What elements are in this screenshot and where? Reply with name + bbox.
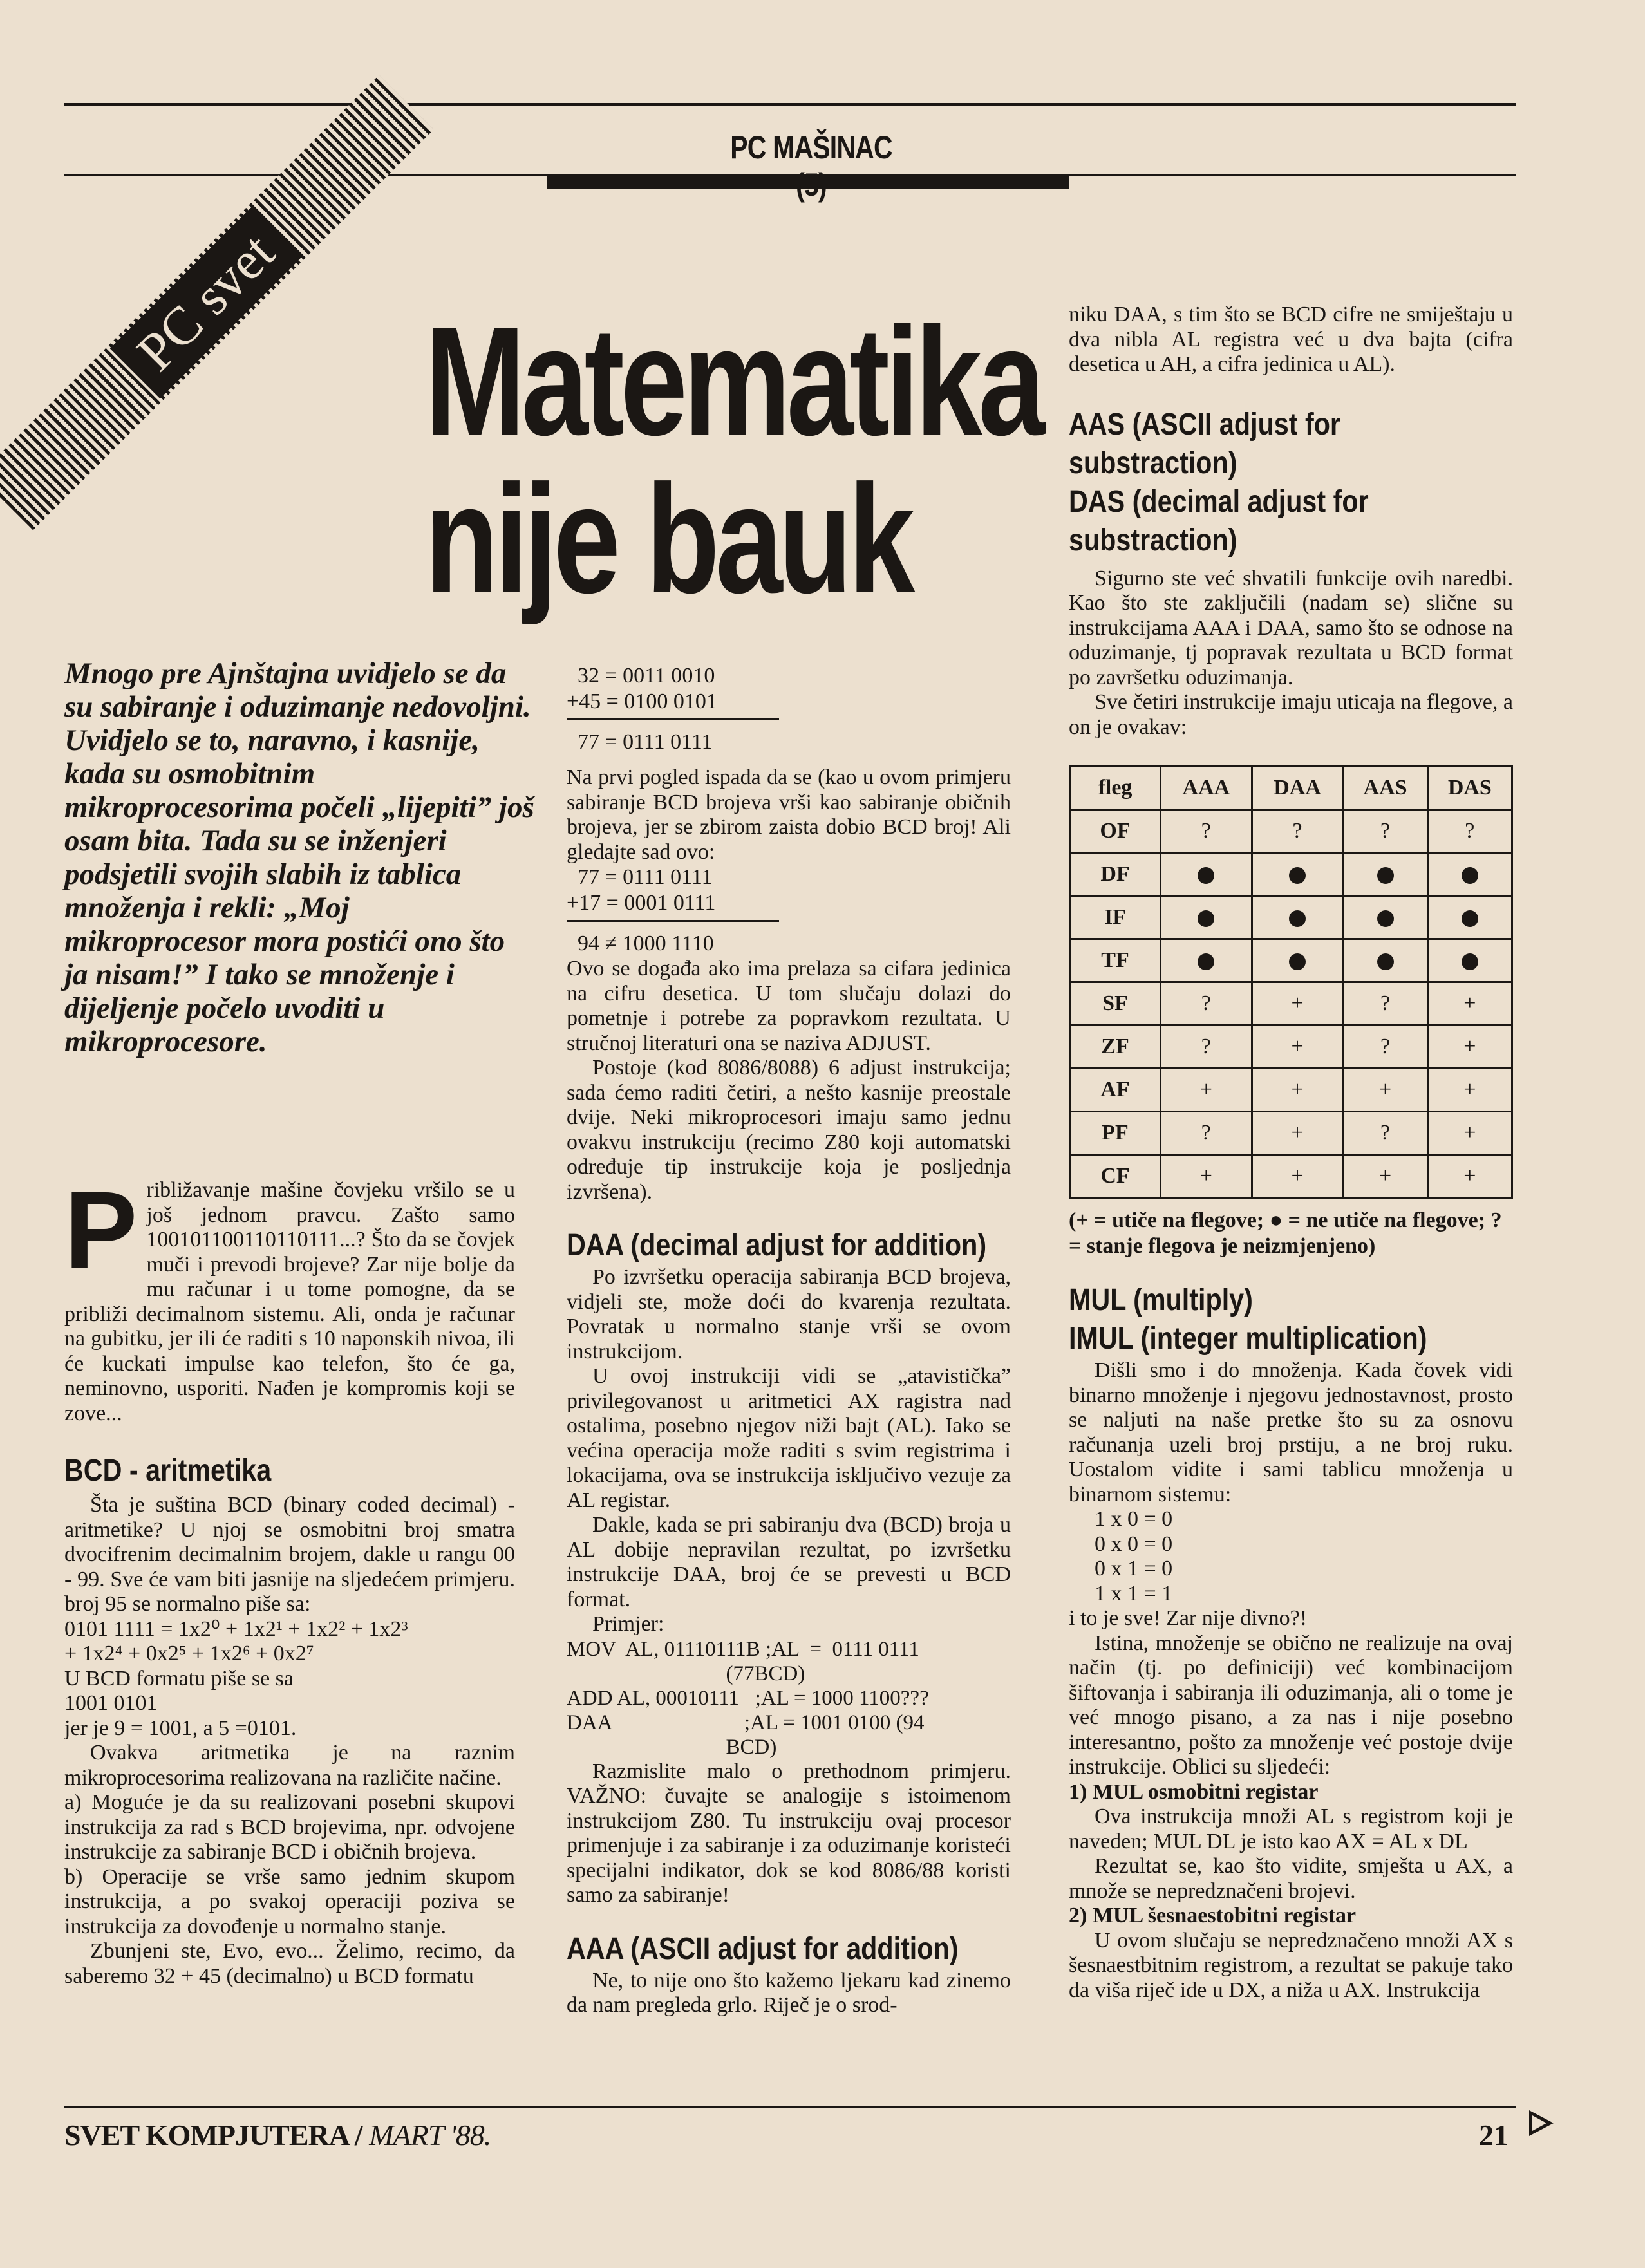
heading-aas: AAS (ASCII adjust for xyxy=(1069,407,1340,442)
paragraph: Ovo se događa ako ima prelaza sa cifara jedinica na cifru desetica. U tom slučaju dolazi do pometnje i potrebe za popravkom rezultata. U stručnoj literaturi ona se naziva ADJUST. xyxy=(567,957,1011,1055)
paragraph: U BCD formatu piše se sa xyxy=(64,1666,294,1691)
dot-icon xyxy=(1198,953,1214,970)
header-bar xyxy=(547,174,1069,189)
code-line: ADD AL, 00010111 ;AL = 1000 1100??? xyxy=(567,1686,929,1710)
flag-value-cell xyxy=(1427,853,1512,896)
flag-name-cell: fleg xyxy=(1070,767,1161,810)
paragraph: Istina, množenje se obično ne realizuje na ovaj način (tj. po definiciji) već kombinacijom šiftovanja i sabiranja ili oduzimanja, ali o tome je već mnogo pisano, a za nas i nije posebno interesantno, pošto za množenje već postoje dvije instrukcije. Oblici su sljedeći: xyxy=(1069,1631,1513,1779)
paragraph: Sigurno ste već shvatili funkcije ovih naredbi. Kao što ste zaključili (nadam se) slične su instrukcijama AAA i DAA, samo što se odnose na oduzimanje, tj popravak rezultata u BCD format po završetku oduzimanja. xyxy=(1069,566,1513,689)
flag-value-cell xyxy=(1252,939,1343,982)
flag-value-cell: ? xyxy=(1343,1112,1427,1155)
code-line: (77BCD) xyxy=(567,1662,805,1685)
dot-icon xyxy=(1289,867,1306,884)
flag-value-cell: ? xyxy=(1427,810,1512,853)
flag-value-cell: ? xyxy=(1161,982,1252,1026)
table-row xyxy=(1070,896,1512,939)
table-row xyxy=(1070,1155,1512,1198)
paragraph: U ovom slučaju se nepredznačeno množi AX s šesnaestbitnim registrom, a rezultat se pakuje tako da viša riječ ide u DX, a niža u AX. Instrukcija xyxy=(1069,1928,1513,2002)
flag-value-cell xyxy=(1161,853,1252,896)
headline-line1: Matematika xyxy=(425,295,1042,467)
flag-name-cell: OF xyxy=(1070,810,1161,853)
mult-row: 0 x 0 = 0 xyxy=(1095,1532,1173,1556)
dot-icon xyxy=(1289,953,1306,970)
table-header-row xyxy=(1070,767,1512,810)
flag-name-cell: CF xyxy=(1070,1155,1161,1198)
table-row xyxy=(1070,853,1512,896)
drop-cap: P xyxy=(64,1169,138,1291)
calc-line: 32 = 0011 0010 xyxy=(567,664,715,688)
heading-daa: DAA (decimal adjust for addition) xyxy=(567,1228,987,1262)
calc-line: +45 = 0100 0101 xyxy=(567,689,717,713)
code-line: BCD) xyxy=(567,1735,777,1759)
dot-icon xyxy=(1377,953,1394,970)
flag-value-cell: + xyxy=(1252,1026,1343,1069)
dot-icon xyxy=(1462,910,1478,927)
flag-value-cell xyxy=(1343,853,1427,896)
continue-arrow-icon xyxy=(1529,2110,1554,2136)
heading-das: DAS (decimal adjust for xyxy=(1069,484,1369,519)
paragraph: i to je sve! Zar nije divno?! xyxy=(1069,1606,1308,1630)
paragraph: niku DAA, s tim što se BCD cifre ne smiještaju u dva nibla AL registra već u dva bajta (cifra desetica u AH, a cifra jedinica u AL). xyxy=(1069,303,1513,376)
paragraph: Zbunjeni ste, Evo, evo... Želimo, recimo, da saberemo 32 + 45 (decimalno) u BCD formatu xyxy=(64,1939,515,1988)
flag-value-cell xyxy=(1161,896,1252,939)
paragraph: Ova instrukcija množi AL s registrom koji je naveden; MUL DL je isto kao AX = AL x DL xyxy=(1069,1804,1513,1853)
flag-name-cell: TF xyxy=(1070,939,1161,982)
paragraph: Dišli smo i do množenja. Kada čovek vidi binarno množenje i njegovu jednostavnost, prosto se naljuti na naše pretke što su za osnovu računanja uzeli broj prstiju, a ne broj ruku. Uostalom vidite i sami tablicu množenja u binarnom sistemu: xyxy=(1069,1358,1513,1506)
dot-icon xyxy=(1198,910,1214,927)
flag-value-cell: + xyxy=(1343,1069,1427,1112)
calc-line: 77 = 0111 0111 xyxy=(567,865,713,889)
mult-row: 0 x 1 = 0 xyxy=(1095,1557,1173,1580)
primjer-label: Primjer: xyxy=(592,1612,664,1636)
table-row xyxy=(1070,810,1512,853)
magazine-name: SVET KOMPJUTERA / xyxy=(64,2119,370,2151)
flag-value-cell xyxy=(1252,853,1343,896)
dot-icon xyxy=(1289,910,1306,927)
top-rule xyxy=(64,103,1516,106)
flag-value-cell: + xyxy=(1427,982,1512,1026)
flag-value-cell: ? xyxy=(1252,810,1343,853)
flag-value-cell: + xyxy=(1252,982,1343,1026)
opening-paragraph xyxy=(64,1169,515,1426)
table-row xyxy=(1070,1112,1512,1155)
flag-value-cell: + xyxy=(1252,1069,1343,1112)
column-1 xyxy=(64,1169,515,1989)
heading-aas: substraction) xyxy=(1069,445,1237,480)
heading-mul: MUL (multiply) xyxy=(1069,1283,1253,1317)
footer-magazine xyxy=(64,2118,491,2152)
formula-line: 0101 1111 = 1x2⁰ + 1x2¹ + 1x2² + 1x2³ xyxy=(64,1617,408,1641)
flag-value-cell xyxy=(1427,896,1512,939)
flag-name-cell: DF xyxy=(1070,853,1161,896)
calc-result: 94 ≠ 1000 1110 xyxy=(567,932,714,955)
sum-rule xyxy=(567,920,779,922)
paragraph: Ne, to nije ono što kažemo ljekaru kad zinemo da nam pregleda grlo. Riječ je o srod- xyxy=(567,1968,1011,2017)
section-title: PC MAŠINAC xyxy=(730,129,892,165)
issue-date: MART '88. xyxy=(369,2119,491,2151)
dot-icon xyxy=(1462,867,1478,884)
column-2 xyxy=(567,663,1011,2018)
headline-line2: nije bauk xyxy=(425,453,912,625)
flags-table xyxy=(1069,765,1513,1199)
flag-value-cell: ? xyxy=(1161,810,1252,853)
subheading-mul8: 1) MUL osmobitni registar xyxy=(1069,1779,1319,1804)
paragraph: Po izvršetku operacija sabiranja BCD brojeva, vidjeli ste, može doći do kvarenja rezultata. Povratak u normalno stanje vrši se ovom instrukcijom. xyxy=(567,1265,1011,1364)
paragraph: Sve četiri instrukcije imaju uticaja na flegove, a on je ovakav: xyxy=(1069,690,1513,739)
page-number: 21 xyxy=(1479,2119,1509,2151)
flag-value-cell: + xyxy=(1252,1155,1343,1198)
subheading-mul16: 2) MUL šesnaestobitni registar xyxy=(1069,1904,1357,1927)
paragraph: Razmislite malo o prethodnom primjeru. VAŽNO: čuvajte se analogije s istoimenom instrukcijom Z80. Tu instrukciju ovaj procesor primenjuje i za sabiranje i za oduzimanje koristeći specijalni indikator, dok se kod 8086/88 koristi samo za sabiranje! xyxy=(567,1759,1011,1907)
paragraph: Rezultat se, kao što vidite, smješta u AX, a množe se nepredznačeni brojevi. xyxy=(1069,1854,1513,1903)
flag-value-cell: + xyxy=(1427,1155,1512,1198)
paragraph: a) Moguće je da su realizovani posebni skupovi instrukcija za rad s BCD brojevima, npr. odvojene instrukcije za sabiranje BCD i običnih brojeva. xyxy=(64,1790,515,1864)
flag-value-cell: + xyxy=(1161,1069,1252,1112)
flag-value-cell: ? xyxy=(1343,1026,1427,1069)
paragraph: Šta je suština BCD (binary coded decimal) - aritmetike? U njoj se osmobitni broj smatra dvocifrenim decimalnim brojem, dakle u rangu 00 - 99. Sve će vam biti jasnije na sljedećem primjeru. broj 95 se normalno piše sa: xyxy=(64,1493,515,1616)
flag-value-cell xyxy=(1343,896,1427,939)
flag-value-cell: + xyxy=(1343,1155,1427,1198)
table-row xyxy=(1070,1026,1512,1069)
flag-value-cell: ? xyxy=(1343,982,1427,1026)
intro-text: Mnogo pre Ajnštajna uvidjelo se da su sabiranje i oduzimanje nedovoljni. Uvidjelo se to, naravno, i kasnije, kada su osmobitnim mikroprocesorima počeli „lijepiti” još osam bita. Tada su se inženjeri podsjetili svojih slabih iz tablica množenja i rekli: „Moj mikroprocesor mora postići ono što ja nisam!” I tako se množenje i dijeljenje počelo uvoditi u mikroprocesore. xyxy=(64,657,534,1058)
flag-value-cell: AAA xyxy=(1161,767,1252,810)
flag-value-cell: + xyxy=(1427,1112,1512,1155)
flag-value-cell: AAS xyxy=(1343,767,1427,810)
mult-row: 1 x 1 = 1 xyxy=(1095,1581,1173,1606)
flag-value-cell: + xyxy=(1161,1155,1252,1198)
heading-das: substraction) xyxy=(1069,523,1237,558)
paragraph: b) Operacije se vrše samo jednim skupom instrukcija, a po svakoj operaciji poziva se instrukcija za dovođenje u normalno stanje. xyxy=(64,1864,515,1938)
paragraph: jer je 9 = 1001, a 5 =0101. xyxy=(64,1716,297,1740)
paragraph: Dakle, kada se pri sabiranju dva (BCD) broja u AL dobije nepravilan rezultat, po izvršetku instrukcije DAA, broj će se prevesti u BCD format. xyxy=(567,1513,1011,1611)
table-row xyxy=(1070,939,1512,982)
flag-name-cell: IF xyxy=(1070,896,1161,939)
table-row xyxy=(1070,982,1512,1026)
mult-row: 1 x 0 = 0 xyxy=(1095,1507,1173,1531)
sum-rule xyxy=(567,718,779,720)
flag-name-cell: PF xyxy=(1070,1112,1161,1155)
flag-value-cell: ? xyxy=(1343,810,1427,853)
paragraph: Ovakva aritmetika je na raznim mikroprocesorima realizovana na različite načine. xyxy=(64,1741,515,1790)
bcd-value: 1001 0101 xyxy=(64,1691,158,1715)
flag-value-cell: DAS xyxy=(1427,767,1512,810)
flag-value-cell: + xyxy=(1252,1112,1343,1155)
dot-icon xyxy=(1377,867,1394,884)
flag-value-cell xyxy=(1343,939,1427,982)
formula-line: + 1x2⁴ + 0x2⁵ + 1x2⁶ + 0x2⁷ xyxy=(64,1642,314,1665)
calc-result: 77 = 0111 0111 xyxy=(567,730,713,754)
flag-value-cell xyxy=(1427,939,1512,982)
banner-label: PC svet xyxy=(110,207,302,398)
heading-aaa: AAA (ASCII adjust for addition) xyxy=(567,1931,959,1966)
heading-aas-das xyxy=(1069,406,1513,560)
paragraph: Postoje (kod 8086/8088) 6 adjust instrukcija; sada ćemo raditi četiri, a nešto kasnije preostale dvije. Neki mikroprocesori imaju samo jednu ovakvu instrukciju (recimo Z80 koji automatski određuje tip instrukcije koja je posljednja izvršena). xyxy=(567,1056,1011,1204)
table-caption: (+ = utiče na flegove; ● = ne utiče na flegove; ? = stanje flegova je neizmjenjeno) xyxy=(1069,1208,1502,1258)
footer-rule xyxy=(64,2106,1516,2108)
code-line: MOV AL, 01110111B ;AL = 0111 0111 xyxy=(567,1637,919,1661)
column-3 xyxy=(1069,303,1513,2003)
opening-text: ribližavanje mašine čovjeku vršilo se u još jednom pravcu. Zašto samo 100101100110110111...? Što da se čovjek muči i prevodi brojeve? Zar nije bolje da mu računar i u tome pomogne, da se približi decimalnom sistemu. Ali, onda je računar na gubitku, jer ili će raditi s 10 naponskih nivoa, ili će kuckati impulse kao telefon, što će ga, neminovno, usporiti. Nađen je kompromis koji se zove... xyxy=(64,1178,515,1425)
flag-value-cell: ? xyxy=(1161,1026,1252,1069)
flag-value-cell: ? xyxy=(1161,1112,1252,1155)
flag-value-cell: + xyxy=(1427,1026,1512,1069)
flag-value-cell: + xyxy=(1427,1069,1512,1112)
flag-value-cell: DAA xyxy=(1252,767,1343,810)
paragraph: Na prvi pogled ispada da se (kao u ovom primjeru sabiranje BCD brojeva vrši kao sabiranje običnih brojeva, jer se zbirom zaista dobio BCD broj! Ali gledajte sad ovo: xyxy=(567,765,1011,864)
flag-name-cell: ZF xyxy=(1070,1026,1161,1069)
flag-name-cell: SF xyxy=(1070,982,1161,1026)
calc-line: +17 = 0001 0111 xyxy=(567,891,716,915)
dot-icon xyxy=(1462,953,1478,970)
heading-bcd: BCD - aritmetika xyxy=(64,1454,272,1488)
code-line: DAA ;AL = 1001 0100 (94 xyxy=(567,1710,925,1734)
dot-icon xyxy=(1377,910,1394,927)
paragraph: U ovoj instrukciji vidi se „atavistička” privilegovanost u aritmetici AX ragistra nad ostalima, posebno njegov niži bajt (AL). Iako se većina operacija može raditi s svim registrima i lokacijama, ova se instrukcija isključivo vezuje za AL registar. xyxy=(567,1364,1011,1512)
flag-value-cell xyxy=(1161,939,1252,982)
heading-imul: IMUL (integer multiplication) xyxy=(1069,1322,1427,1356)
dot-icon xyxy=(1198,867,1214,884)
flag-name-cell: AF xyxy=(1070,1069,1161,1112)
pc-svet-banner xyxy=(0,75,434,530)
flag-value-cell xyxy=(1252,896,1343,939)
table-row xyxy=(1070,1069,1512,1112)
headline xyxy=(425,295,1042,625)
